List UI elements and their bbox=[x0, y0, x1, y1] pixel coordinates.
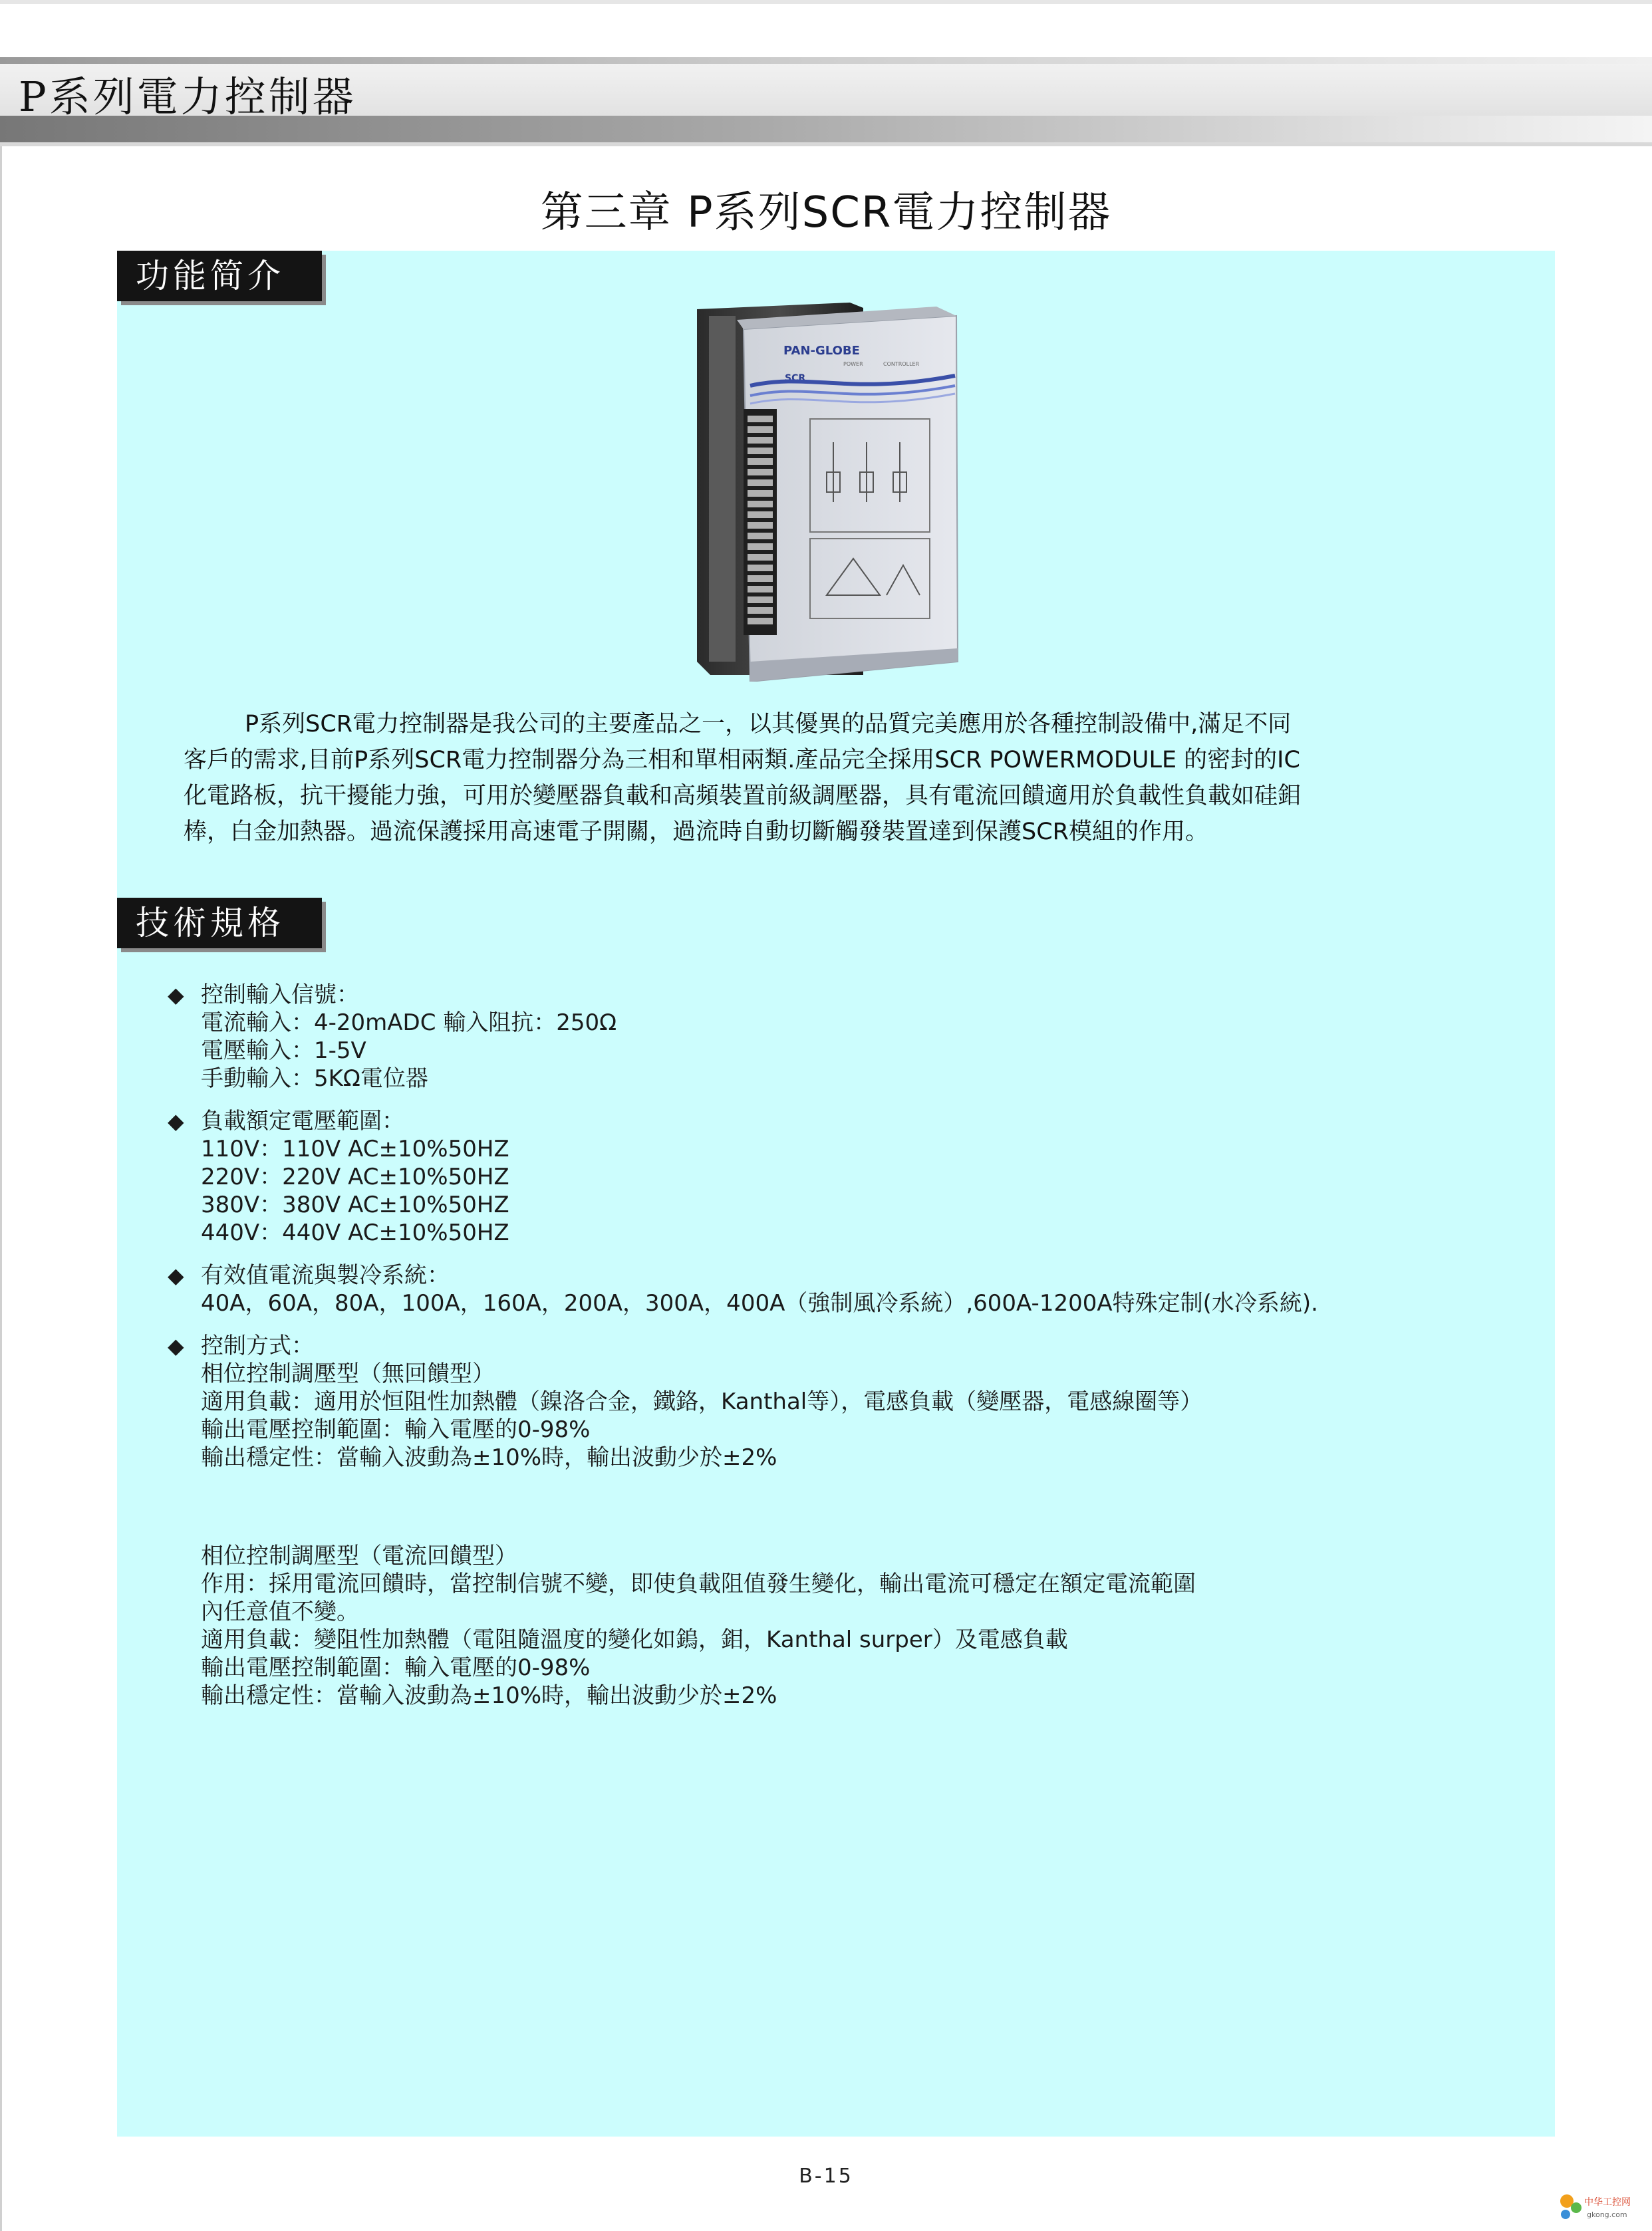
chapter-title: 第三章 P系列SCR電力控制器 bbox=[540, 188, 1112, 237]
page-number: B-15 bbox=[799, 2165, 853, 2188]
spec-heading: 相位控制調壓型（電流回饋型） bbox=[201, 1543, 517, 1569]
diamond-bullet-icon: ◆ bbox=[168, 1109, 184, 1134]
watermark-name: 中华工控网 bbox=[1584, 2197, 1631, 2208]
spec-heading: 控制方式： bbox=[201, 1333, 314, 1359]
spec-line: 作用：採用電流回饋時，當控制信號不變，即使負載阻值發生變化，輸出電流可穩定在額定電流範圍 bbox=[201, 1571, 1196, 1597]
spec-line: 輸出穩定性：當輸入波動為±10%時，輸出波動少於±2% bbox=[201, 1444, 777, 1471]
product-power-label: POWER bbox=[843, 361, 863, 367]
spec-line: 輸出電壓控制範圍：輸入電壓的0-98% bbox=[201, 1654, 591, 1681]
section-tab-specs: 技術規格 bbox=[117, 898, 322, 948]
left-rule bbox=[0, 146, 2, 2231]
product-brand: PAN-GLOBE bbox=[783, 344, 860, 358]
intro-line: 棒，白金加熱器。過流保護採用高速電子開關，過流時自動切斷觸發裝置達到保護SCR模組的作用。 bbox=[184, 819, 1208, 845]
spec-heading: 控制輸入信號： bbox=[201, 982, 359, 1008]
product-model: SCR bbox=[785, 373, 806, 384]
product-image-scr-controller bbox=[697, 303, 971, 682]
header-title: P系列電力控制器 bbox=[19, 72, 356, 121]
intro-line: 化電路板，抗干擾能力強，可用於變壓器負載和高頻裝置前級調壓器，具有電流回饋適用於負載性負載如硅鉬 bbox=[184, 783, 1302, 809]
spec-line: 電流輸入：4-20mADC 輸入阻抗：250Ω bbox=[201, 1009, 617, 1036]
spec-line: 輸出穩定性：當輸入波動為±10%時，輸出波動少於±2% bbox=[201, 1682, 777, 1709]
spec-line: 電壓輸入：1-5V bbox=[201, 1037, 366, 1064]
product-controller-label: CONTROLLER bbox=[883, 361, 920, 367]
spec-line: 220V：220V AC±10%50HZ bbox=[201, 1164, 509, 1190]
spec-item-control-mode bbox=[168, 1332, 1531, 1472]
spec-line: 相位控制調壓型（無回饋型） bbox=[201, 1361, 495, 1387]
gkong-watermark-logo bbox=[1558, 2188, 1631, 2225]
spec-line: 110V：110V AC±10%50HZ bbox=[201, 1136, 509, 1162]
spec-heading: 負載額定電壓範圍： bbox=[201, 1108, 404, 1134]
intro-line: P系列SCR電力控制器是我公司的主要產品之一，以其優異的品質完美應用於各種控制設備中,滿足不同 bbox=[245, 711, 1292, 737]
diamond-bullet-icon: ◆ bbox=[168, 1333, 184, 1359]
spec-line: 輸出電壓控制範圍：輸入電壓的0-98% bbox=[201, 1416, 591, 1443]
section-tab-intro: 功能简介 bbox=[117, 251, 322, 301]
diamond-bullet-icon: ◆ bbox=[168, 982, 184, 1007]
intro-paragraph bbox=[184, 706, 1500, 850]
spec-line: 適用負載：變阻性加熱體（電阻隨溫度的變化如鎢，鉬，Kanthal surper）及電感負載 bbox=[201, 1627, 1068, 1653]
spec-heading: 有效值電流與製冷系統： bbox=[201, 1262, 450, 1289]
spec-item-control-input bbox=[168, 981, 1531, 1093]
specs-list bbox=[168, 981, 1531, 1724]
spec-item-current-feedback bbox=[168, 1542, 1531, 1710]
spec-line: 40A，60A，80A，100A，160A，200A，300A，400A（強制風冷系統）,600A-1200A特殊定制(水冷系統). bbox=[201, 1290, 1318, 1317]
watermark-url: gkong.com bbox=[1587, 2210, 1627, 2219]
diamond-bullet-icon: ◆ bbox=[168, 1263, 184, 1288]
intro-line: 客戶的需求,目前P系列SCR電力控制器分為三相和單相兩類.產品完全採用SCR POWERMODULE 的密封的IC bbox=[184, 747, 1300, 773]
spec-line: 適用負載：適用於恒阻性加熱體（鎳洛合金，鐵鉻，Kanthal等），電感負載（變壓器，電感線圈等） bbox=[201, 1388, 1203, 1415]
top-rule bbox=[0, 0, 1652, 4]
spec-line: 440V：440V AC±10%50HZ bbox=[201, 1220, 509, 1246]
spec-item-current-cooling bbox=[168, 1261, 1531, 1317]
spec-line: 手動輸入：5KΩ電位器 bbox=[201, 1065, 428, 1092]
spec-item-voltage-range bbox=[168, 1107, 1531, 1247]
spec-line: 內任意值不變。 bbox=[201, 1599, 359, 1625]
spec-line: 380V：380V AC±10%50HZ bbox=[201, 1192, 509, 1218]
